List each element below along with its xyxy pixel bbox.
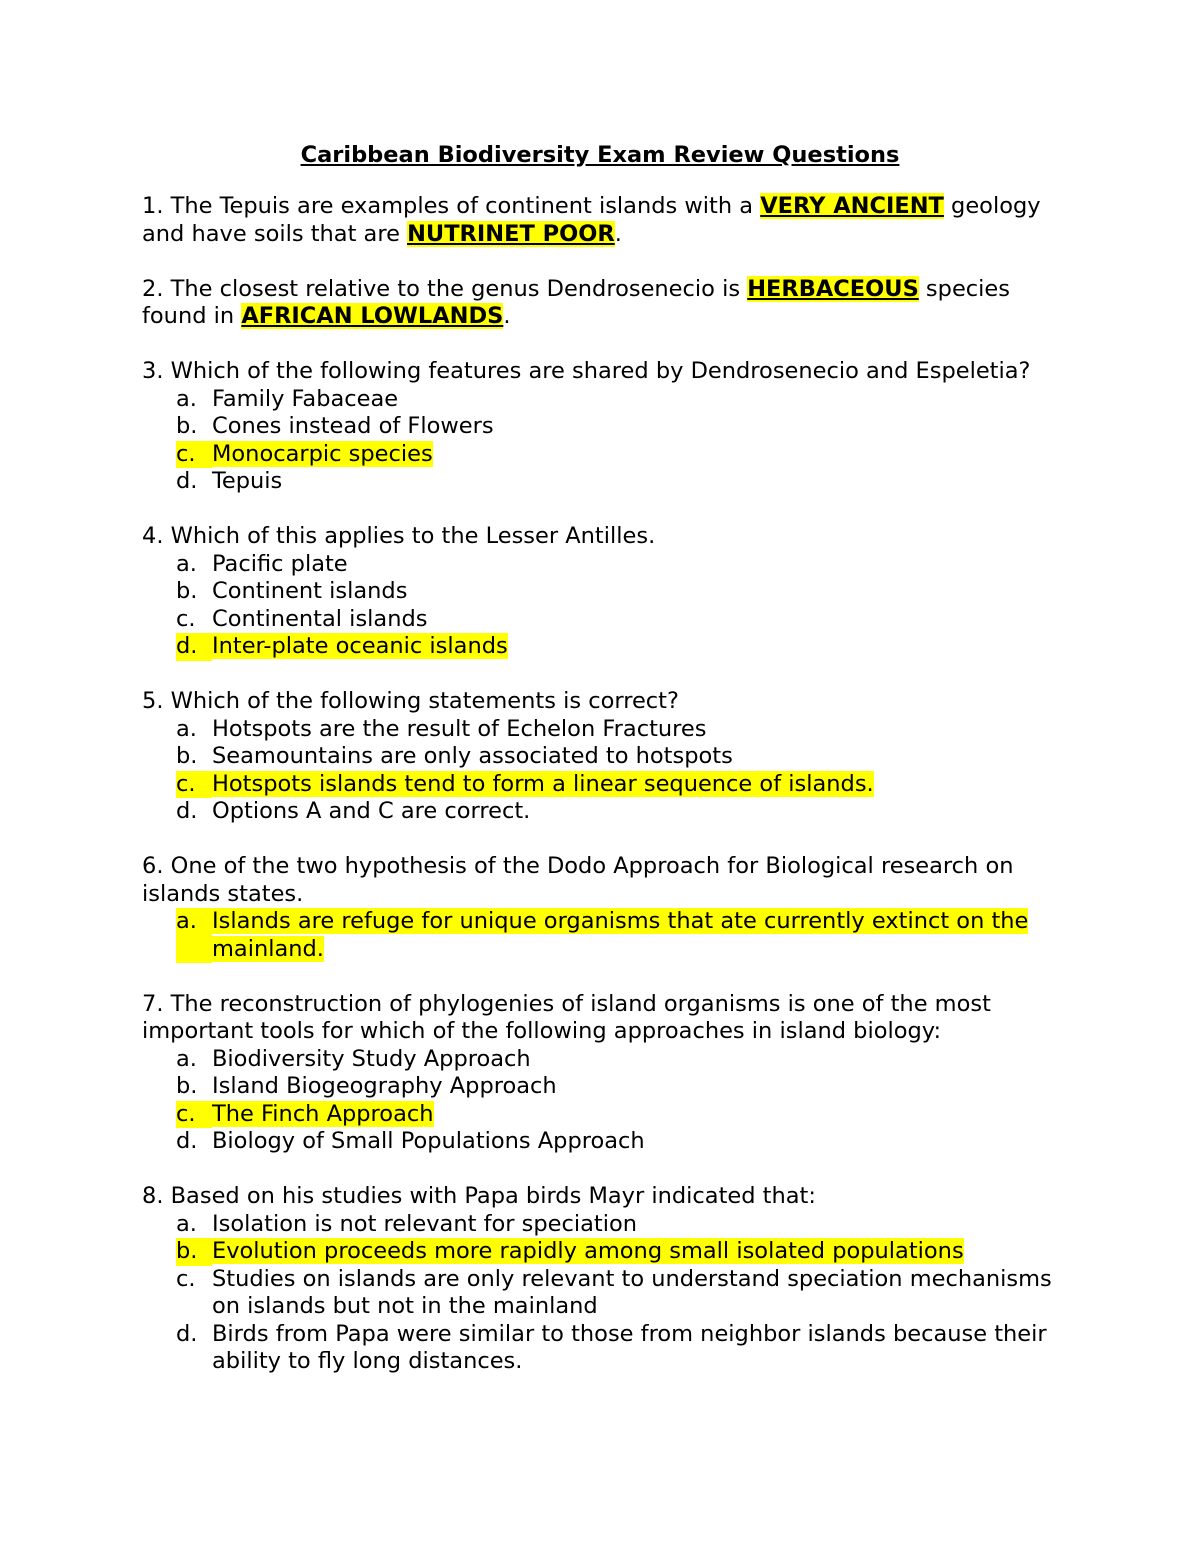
- question-text: geology and have soils that are: [142, 193, 1041, 247]
- question-text: .: [614, 220, 622, 247]
- question-text: species found in: [142, 275, 1010, 329]
- option-c-correct: [142, 771, 1060, 799]
- option-text: Studies on islands are only relevant to understand speciation mechanisms on islands but not in the mainland: [212, 1265, 1052, 1319]
- page-title: Caribbean Biodiversity Exam Review Questions: [300, 142, 900, 168]
- option-letter: b.: [176, 413, 198, 439]
- question-text: 8. Based on his studies with Papa birds Mayr indicated that:: [142, 1183, 816, 1209]
- option-letter: d.: [176, 798, 198, 824]
- option-a: [142, 1046, 1060, 1074]
- option-text: Birds from Papa were similar to those from neighbor islands because their ability to fly long distances.: [212, 1320, 1047, 1374]
- option-letter: d.: [176, 1128, 198, 1154]
- option-text: Options A and C are correct.: [212, 798, 531, 824]
- option-a: [142, 716, 1060, 744]
- option-d: [142, 1321, 1060, 1376]
- option-text: Continental islands: [212, 605, 428, 632]
- option-letter: a.: [176, 385, 197, 412]
- option-c-correct: [142, 1101, 1060, 1129]
- option-letter: d.: [176, 1320, 198, 1347]
- option-b: [142, 413, 1060, 441]
- option-text: Hotspots islands tend to form a linear sequence of islands.: [212, 770, 874, 797]
- question-list: [142, 193, 1060, 1403]
- option-list: [142, 716, 1060, 826]
- question-text: 4. Which of this applies to the Lesser Antilles.: [142, 523, 656, 549]
- option-b: [142, 1073, 1060, 1101]
- option-text: Inter-plate oceanic islands: [212, 633, 508, 659]
- question-6: [142, 853, 1060, 963]
- answer-blank: NUTRINET POOR: [407, 220, 615, 247]
- option-text: Continent islands: [212, 578, 408, 604]
- question-text: .: [503, 303, 511, 329]
- option-list: [142, 386, 1060, 496]
- question-7: [142, 991, 1060, 1156]
- option-letter: c.: [176, 771, 212, 799]
- question-text: 2. The closest relative to the genus Dendrosenecio is: [142, 275, 748, 302]
- option-d: [142, 1128, 1060, 1156]
- question-2: [142, 276, 1060, 331]
- option-a-correct: [142, 908, 1060, 963]
- question-5: [142, 688, 1060, 826]
- option-letter: b.: [176, 1073, 198, 1099]
- option-text: Family Fabaceae: [212, 385, 399, 412]
- question-1: [142, 193, 1060, 248]
- option-letter: a.: [176, 908, 212, 963]
- option-list: [142, 1046, 1060, 1156]
- option-text: The Finch Approach: [212, 1100, 434, 1127]
- answer-blank: AFRICAN LOWLANDS: [241, 303, 504, 329]
- option-a: [142, 386, 1060, 414]
- option-letter: d.: [176, 633, 212, 661]
- option-text: Evolution proceeds more rapidly among small isolated populations: [212, 1238, 964, 1264]
- option-letter: a.: [176, 1210, 197, 1237]
- option-b: [142, 578, 1060, 606]
- option-list: [142, 908, 1060, 963]
- option-d: [142, 468, 1060, 496]
- option-d: [142, 798, 1060, 826]
- option-text: Tepuis: [212, 468, 283, 494]
- question-text: 1. The Tepuis are examples of continent islands with a: [142, 193, 761, 219]
- question-4: [142, 523, 1060, 661]
- option-text: Hotspots are the result of Echelon Fractures: [212, 715, 707, 742]
- question-text: 6. One of the two hypothesis of the Dodo Approach for Biological research on islands states.: [142, 853, 1014, 907]
- option-letter: b.: [176, 578, 198, 604]
- option-text: Monocarpic species: [212, 440, 433, 467]
- option-letter: a.: [176, 1045, 197, 1072]
- option-letter: c.: [176, 1101, 212, 1129]
- option-b-correct: [142, 1238, 1060, 1266]
- question-text: 5. Which of the following statements is correct?: [142, 688, 679, 714]
- option-text: Pacific plate: [212, 550, 348, 577]
- option-a: [142, 551, 1060, 579]
- answer-blank: VERY ANCIENT: [760, 193, 944, 219]
- question-3: [142, 358, 1060, 496]
- option-letter: c.: [176, 1265, 196, 1292]
- option-c: [142, 606, 1060, 634]
- option-list: [142, 1211, 1060, 1376]
- option-letter: d.: [176, 468, 198, 494]
- option-text: Seamountains are only associated to hotspots: [212, 743, 733, 769]
- option-letter: b.: [176, 1238, 212, 1266]
- question-text: 7. The reconstruction of phylogenies of island organisms is one of the most important tools for which of the following approaches in island biology:: [142, 990, 991, 1044]
- option-c-correct: [142, 441, 1060, 469]
- question-text: 3. Which of the following features are shared by Dendrosenecio and Espeletia?: [142, 358, 1031, 384]
- option-letter: a.: [176, 550, 197, 577]
- option-letter: a.: [176, 715, 197, 742]
- option-text: Cones instead of Flowers: [212, 413, 494, 439]
- option-letter: c.: [176, 605, 196, 632]
- option-c: [142, 1266, 1060, 1321]
- question-8: [142, 1183, 1060, 1376]
- option-letter: c.: [176, 441, 212, 469]
- option-b: [142, 743, 1060, 771]
- option-a: [142, 1211, 1060, 1239]
- answer-blank: HERBACEOUS: [747, 275, 919, 302]
- option-d-correct: [142, 633, 1060, 661]
- option-text: Isolation is not relevant for speciation: [212, 1210, 638, 1237]
- option-list: [142, 551, 1060, 661]
- option-letter: b.: [176, 743, 198, 769]
- option-text: Island Biogeography Approach: [212, 1073, 557, 1099]
- option-text: Biodiversity Study Approach: [212, 1045, 531, 1072]
- option-text: Islands are refuge for unique organisms that ate currently extinct on the mainland.: [212, 908, 1029, 962]
- option-text: Biology of Small Populations Approach: [212, 1128, 645, 1154]
